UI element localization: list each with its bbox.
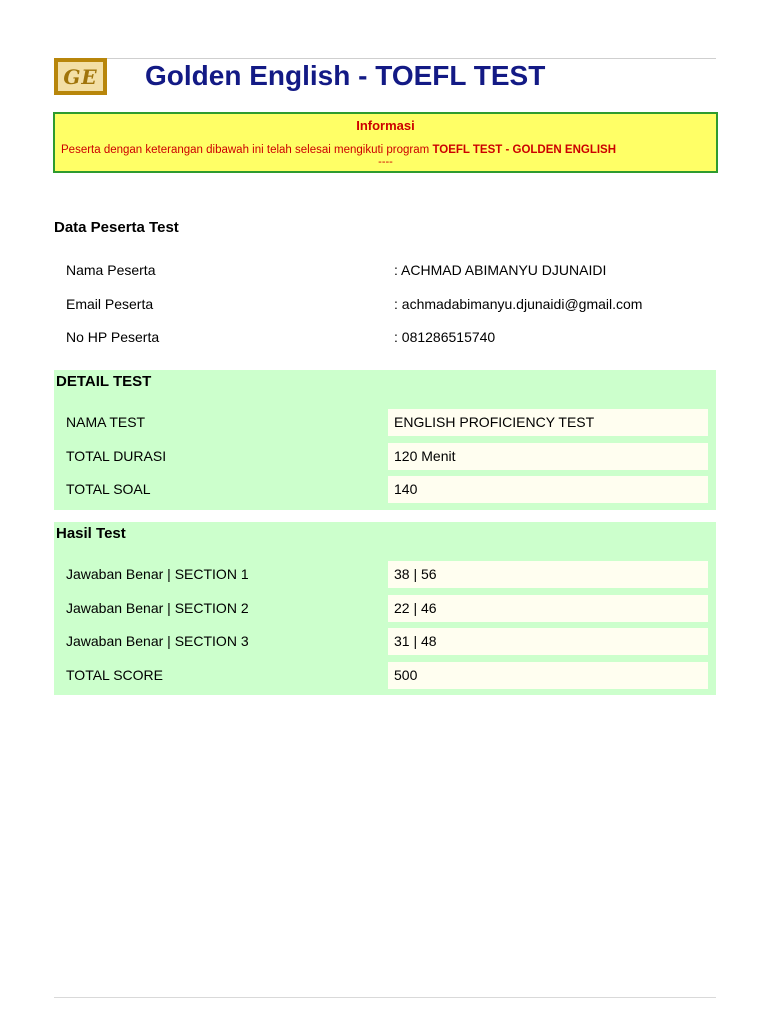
result-value-box (388, 662, 708, 689)
result-label: Jawaban Benar | SECTION 1 (66, 566, 249, 582)
detail-value: 120 Menit (394, 448, 456, 464)
participant-row-email (54, 296, 716, 316)
participant-label: No HP Peserta (66, 329, 160, 345)
info-message-text: Peserta dengan keterangan dibawah ini telah selesai mengikuti program (61, 144, 430, 156)
info-dash: ---- (378, 156, 393, 168)
participant-label: Email Peserta (66, 296, 154, 312)
result-value: 38 | 56 (394, 566, 437, 582)
participant-data-heading: Data Peserta Test (54, 219, 179, 236)
detail-label: TOTAL DURASI (66, 448, 167, 464)
detail-row (54, 409, 716, 437)
result-label: TOTAL SCORE (66, 667, 163, 683)
test-result-panel (54, 522, 716, 695)
participant-value: : achmadabimanyu.djunaidi@gmail.com (394, 296, 643, 312)
info-box (53, 112, 718, 173)
detail-value: ENGLISH PROFICIENCY TEST (394, 414, 595, 430)
info-message (61, 144, 616, 156)
top-divider (54, 58, 716, 59)
test-result-heading: Hasil Test (56, 525, 126, 542)
participant-value: : 081286515740 (394, 329, 496, 345)
participant-row-name (54, 262, 716, 282)
result-value: 22 | 46 (394, 600, 437, 616)
bottom-divider (54, 997, 716, 998)
detail-value: 140 (394, 481, 418, 497)
result-value: 31 | 48 (394, 633, 437, 649)
result-row (54, 628, 716, 656)
result-value-box (388, 595, 708, 622)
result-label: Jawaban Benar | SECTION 2 (66, 600, 249, 616)
page-title: Golden English - TOEFL TEST (145, 60, 546, 91)
result-label: Jawaban Benar | SECTION 3 (66, 633, 249, 649)
detail-value-box (388, 476, 708, 503)
result-row (54, 561, 716, 589)
detail-value-box (388, 443, 708, 470)
logo-mark: GE (58, 62, 103, 91)
detail-test-heading: DETAIL TEST (56, 373, 152, 390)
total-score-value: 500 (394, 667, 418, 683)
info-title: Informasi (356, 118, 415, 133)
total-score-row (54, 662, 716, 690)
detail-test-panel (54, 370, 716, 510)
detail-label: NAMA TEST (66, 414, 146, 430)
participant-label: Nama Peserta (66, 262, 156, 278)
detail-row (54, 443, 716, 471)
detail-row (54, 476, 716, 504)
result-value-box (388, 628, 708, 655)
participant-value: : ACHMAD ABIMANYU DJUNAIDI (394, 262, 607, 278)
participant-row-phone (54, 329, 716, 349)
info-program-name: TOEFL TEST - GOLDEN ENGLISH (432, 144, 617, 156)
detail-label: TOTAL SOAL (66, 481, 151, 497)
golden-english-logo (54, 58, 107, 95)
result-value-box (388, 561, 708, 588)
result-row (54, 595, 716, 623)
detail-value-box (388, 409, 708, 436)
